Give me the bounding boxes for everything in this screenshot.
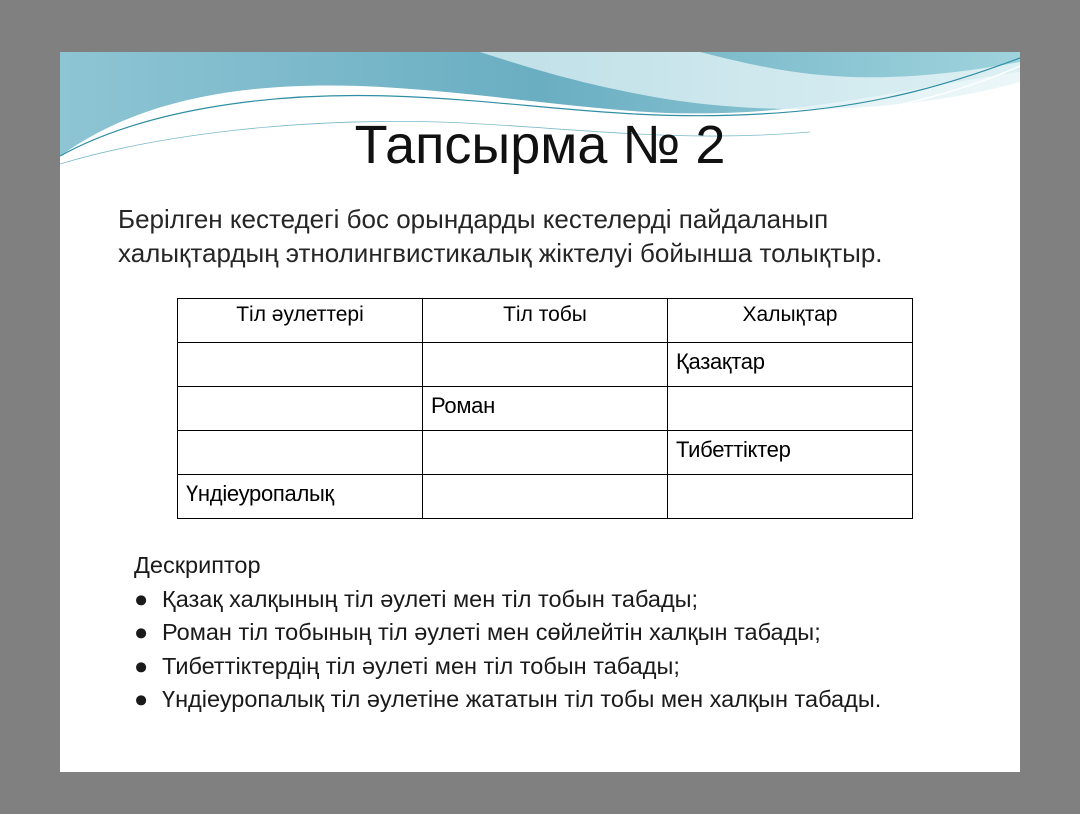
table-row bbox=[178, 431, 913, 475]
header-peoples: Халықтар bbox=[668, 299, 913, 343]
table-cell bbox=[178, 343, 423, 387]
header-language-family: Тіл әулеттері bbox=[178, 299, 423, 343]
task-instruction: Берілген кестедегі бос орындарды кестелерді пайдаланып халықтардың этнолингвистикалық жіктелуі бойынша толықтыр. bbox=[118, 204, 883, 268]
list-item bbox=[134, 650, 1014, 684]
table-cell bbox=[178, 431, 423, 475]
table-cell bbox=[178, 387, 423, 431]
table-cell bbox=[423, 343, 668, 387]
slide-title: Тапсырма № 2 bbox=[354, 115, 726, 175]
table-row bbox=[178, 387, 913, 431]
descriptor-list bbox=[134, 583, 1014, 717]
descriptor-section bbox=[134, 549, 1014, 717]
header-language-group: Тіл тобы bbox=[423, 299, 668, 343]
table-row bbox=[178, 343, 913, 387]
bullet-icon: ● bbox=[134, 585, 149, 612]
list-item-text: Роман тіл тобының тіл әулеті мен сөйлейтін халқын табады; bbox=[162, 619, 821, 645]
slide bbox=[60, 52, 1020, 772]
table-header-row bbox=[178, 299, 913, 343]
list-item bbox=[134, 583, 1014, 617]
table-cell: Үндіеуропалық bbox=[178, 475, 423, 519]
table-cell bbox=[423, 431, 668, 475]
table-cell bbox=[668, 387, 913, 431]
bullet-icon: ● bbox=[134, 652, 149, 679]
list-item-text: Қазақ халқының тіл әулеті мен тіл тобын табады; bbox=[162, 585, 699, 612]
list-item bbox=[134, 616, 1014, 650]
list-item-text: Тибеттіктердің тіл әулеті мен тіл тобын табады; bbox=[162, 652, 680, 679]
table-row bbox=[178, 475, 913, 519]
table-cell: Роман bbox=[423, 387, 668, 431]
bullet-icon: ● bbox=[134, 619, 149, 645]
list-item-text: Үндіеуропалық тіл әулетіне жататын тіл тобы мен халқын табады. bbox=[162, 686, 882, 712]
list-item bbox=[134, 683, 1014, 717]
bullet-icon: ● bbox=[134, 686, 149, 712]
language-table bbox=[177, 298, 913, 519]
descriptor-heading: Дескриптор bbox=[134, 552, 261, 578]
table-cell: Қазақтар bbox=[668, 343, 913, 387]
table-cell bbox=[668, 475, 913, 519]
table-cell: Тибеттіктер bbox=[668, 431, 913, 475]
table-cell bbox=[423, 475, 668, 519]
